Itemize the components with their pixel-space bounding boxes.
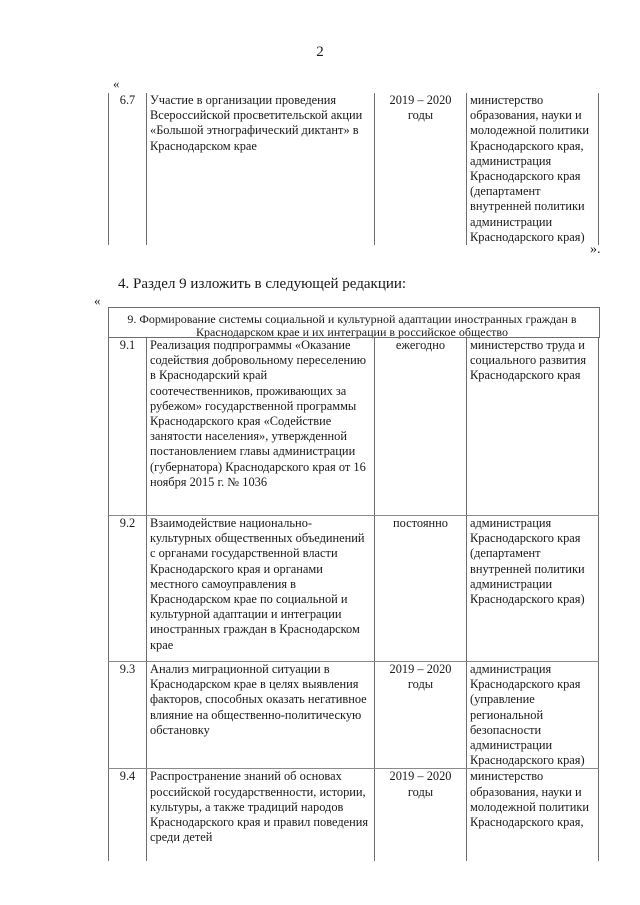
row-executor: министерство труда и социального развития Краснодарского края [467,338,599,516]
row-period: 2019 – 2020 годы [375,769,467,861]
top-table [108,93,599,245]
main-table [108,337,599,861]
page-number: 2 [316,44,324,60]
section-heading: 4. Раздел 9 изложить в следующей редакции: [118,276,407,292]
row-executor: министерство образования, науки и молодежной политики Краснодарского края, [467,769,599,861]
table-row [109,338,599,516]
section-title: 9. Формирование системы социальной и культурной адаптации иностранных граждан в Краснодарском крае и их интеграции в российское общество [127,312,577,339]
row-number: 9.3 [109,662,147,769]
row-executor: администрация Краснодарского края (управление региональной безопасности администрации Краснодарского края) [467,662,599,769]
table-row [109,662,599,769]
row-number: 6.7 [109,93,147,245]
row-period: 2019 – 2020 годы [375,93,467,245]
row-event: Реализация подпрограммы «Оказание содействия добровольному переселению в Краснодарский край соотечественников, проживающих за рубежом» государственной программы Краснодарского края «Содействие занятости населения», утвержденной постановлением главы администрации (губернатора) Краснодарского края от 16 ноября 2015 г. № 1036 [147,338,375,516]
row-period: постоянно [375,516,467,662]
table-row [109,93,599,245]
row-event: Анализ миграционной ситуации в Краснодарском крае в целях выявления факторов, способных оказать негативное влияние на общественно-политическую обстановку [147,662,375,769]
row-number: 9.1 [109,338,147,516]
table-row [109,769,599,861]
row-number: 9.4 [109,769,147,861]
opening-quote-top: « [113,76,120,91]
row-period: 2019 – 2020 годы [375,662,467,769]
row-period: ежегодно [375,338,467,516]
row-event: Распространение знаний об основах российской государственности, истории, культуры, а также традиций народов Краснодарского края и правил поведения среди детей [147,769,375,861]
row-event: Участие в организации проведения Всероссийской просветительской акции «Большой этнографический диктант» в Краснодарском крае [147,93,375,245]
row-executor: администрация Краснодарского края (департамент внутренней политики администрации Краснодарского края) [467,516,599,662]
row-number: 9.2 [109,516,147,662]
row-event: Взаимодействие национально-культурных общественных объединений с органами государственной власти Краснодарского края и органами местного самоуправления в Краснодарском крае по социальной и культурной адаптации и интеграции иностранных граждан в Краснодарском крае [147,516,375,662]
opening-quote-section: « [94,293,101,308]
table-row [109,516,599,662]
row-executor: министерство образования, науки и молодежной политики Краснодарского края, администрация Краснодарского края (департамент внутренней политики администрации Краснодарского края) [467,93,599,245]
closing-quote: ». [590,242,601,257]
